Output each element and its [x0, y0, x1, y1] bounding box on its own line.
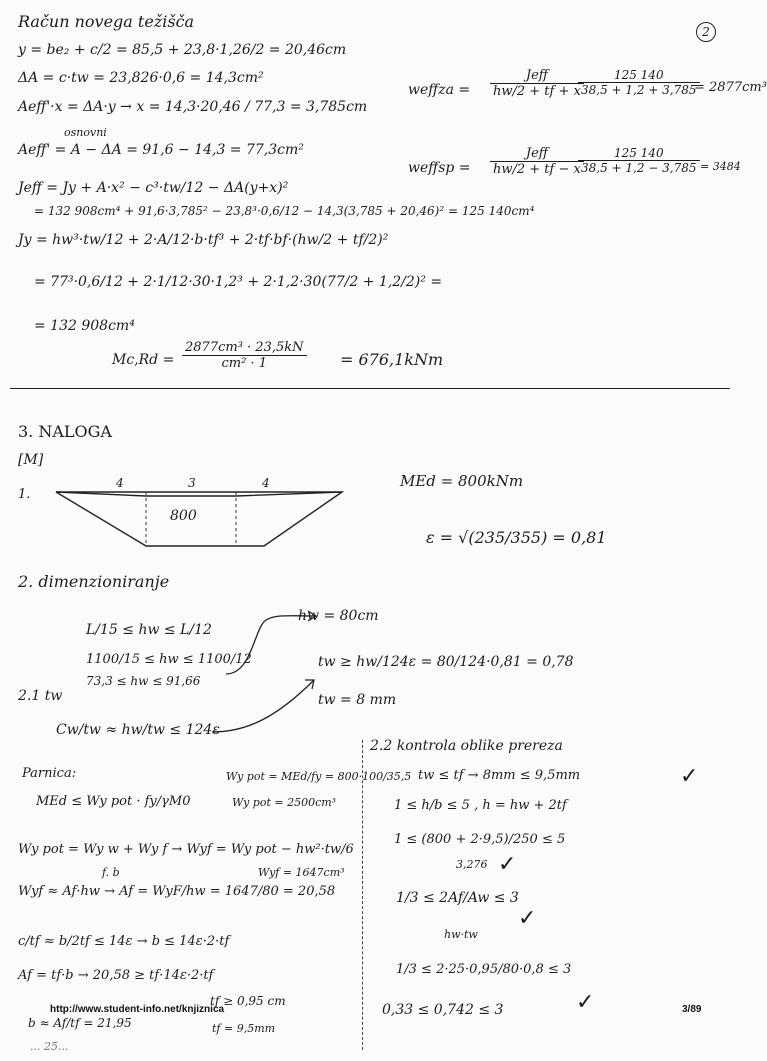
section3-title: 3. NALOGA: [18, 422, 112, 441]
section-title: Račun novega težišča: [18, 12, 195, 31]
weffsp-fraction: [490, 146, 584, 177]
parnica-5b: tf ≥ 0,95 cm: [210, 994, 286, 1008]
ineq-1: L/15 ≤ hw ≤ L/12: [86, 622, 212, 638]
footer-page-number: 3/89: [682, 1004, 702, 1015]
note-osnovni: osnovni: [64, 126, 107, 139]
weffsp-label: weffsp =: [408, 160, 471, 176]
parnica-2c: Wyf = 1647cm³: [258, 866, 345, 879]
step2-title: 2. dimenzioniranje: [18, 572, 170, 591]
weffsp-values-den: 38,5 + 1,2 − 3,785: [581, 161, 697, 175]
parnica-1c: Wy pot = 2500cm³: [232, 796, 337, 809]
slenderness: Cw/tw ≈ hw/tw ≤ 124ε: [56, 722, 220, 738]
parnica-label: Parnica:: [22, 766, 77, 781]
mcrd-fraction: [182, 340, 307, 371]
mcrd-numerator: 2877cm³ · 23,5kN: [182, 340, 307, 356]
line-y: y = be₂ + c/2 = 85,5 + 23,8·1,26/2 = 20,46cm: [18, 42, 347, 58]
check-4b: hw·tw: [444, 928, 478, 941]
moment-value: 800: [170, 508, 197, 524]
line-jy-calc: = 77³·0,6/12 + 2·1/12·30·1,2³ + 2·1,2·30(77/2 + 1,2/2)² =: [34, 274, 443, 290]
mcrd-denominator: cm² · 1: [221, 356, 267, 371]
parnica-3: Wyf ≈ Af·hw → Af = WyF/hw = 1647/80 = 20,58: [18, 884, 336, 899]
mcrd-label: Mc,Rd =: [112, 352, 175, 368]
parnica-2: Wy pot = Wy w + Wy f → Wyf = Wy pot − hw²·tw/6: [18, 842, 354, 857]
checkmark-icon: ✓: [498, 852, 517, 877]
check-3: 1 ≤ (800 + 2·9,5)/250 ≤ 5: [394, 832, 566, 847]
dim-left: 4: [116, 476, 124, 490]
page-number-circle: 2: [696, 22, 716, 42]
check-4: 1/3 ≤ 2Af/Aw ≤ 3: [396, 890, 519, 906]
checkmark-icon: ✓: [576, 990, 595, 1015]
parnica-6: b ≈ Af/tf = 21,95: [28, 1016, 132, 1030]
dim-right: 4: [262, 476, 270, 490]
line-aeff: Aeff' = A − ΔA = 91,6 − 14,3 = 77,3cm²: [18, 142, 304, 158]
ineq-3: 73,3 ≤ hw ≤ 91,66: [86, 674, 201, 688]
beam-diagram: [50, 468, 350, 548]
line-jeff: Jeff = Jy + A·x² − c³·tw/12 − ΔA(y+x)²: [18, 180, 289, 196]
step1-label: 1.: [18, 487, 31, 502]
check-1: tw ≤ tf → 8mm ≤ 9,5mm: [418, 768, 581, 783]
unit-label: [M]: [18, 452, 44, 468]
check-6: 0,33 ≤ 0,742 ≤ 3: [382, 1002, 504, 1018]
line-jeff-calc: = 132 908cm⁴ + 91,6·3,785² − 23,8³·0,6/12 − 14,3(3,785 + 20,46)² = 125 140cm⁴: [34, 204, 535, 218]
tw-choice: tw = 8 mm: [318, 692, 397, 708]
mcrd-result: = 676,1kNm: [340, 350, 444, 369]
weffza-fraction: [490, 68, 584, 99]
hw-choice: hw = 80cm: [298, 608, 379, 624]
weffza-label: weffza =: [408, 82, 471, 98]
arrow-to-tw: [208, 676, 318, 736]
weffsp-result: = 3484: [700, 160, 741, 173]
check-5: 1/3 ≤ 2·25·0,95/80·0,8 ≤ 3: [396, 962, 572, 977]
epsilon-value: ε = √(235/355) = 0,81: [426, 528, 607, 547]
weffsp-values-num: 125 140: [578, 146, 700, 161]
weffza-denominator: hw/2 + tf + x: [493, 84, 581, 99]
weffza-values-num: 125 140: [578, 68, 700, 83]
weffza-values: [578, 68, 700, 97]
column-divider: [362, 740, 363, 1050]
footer-url[interactable]: http://www.student-info.net/knjiznica: [50, 1004, 225, 1015]
checkmark-icon: ✓: [518, 906, 537, 931]
med-value: MEd = 800kNm: [400, 472, 524, 490]
parnica-7: ... 25...: [30, 1040, 69, 1053]
weffza-numerator: Jeff: [490, 68, 584, 84]
step21-title: 2.1 tw: [18, 688, 63, 704]
ineq-2: 1100/15 ≤ hw ≤ 1100/12: [86, 652, 252, 667]
weffsp-values: [578, 146, 700, 175]
line-x: Aeff'·x = ΔA·y → x = 14,3·20,46 / 77,3 = 3,785cm: [18, 99, 368, 115]
weffza-result: = 2877cm³: [694, 80, 767, 95]
line-jy-result: = 132 908cm⁴: [34, 318, 135, 334]
parnica-6b: tf = 9,5mm: [212, 1022, 276, 1035]
moment-diagram: [56, 492, 342, 546]
parnica-1b: Wy pot = MEd/fy = 800·100/35,5: [226, 770, 412, 783]
weffsp-denominator: hw/2 + tf − x: [493, 162, 581, 177]
weffza-values-den: 38,5 + 1,2 + 3,785: [581, 83, 697, 97]
section-divider: [10, 388, 730, 389]
weffsp-numerator: Jeff: [490, 146, 584, 162]
tw-requirement: tw ≥ hw/124ε = 80/124·0,81 = 0,78: [318, 654, 574, 670]
check-2: 1 ≤ h/b ≤ 5 , h = hw + 2tf: [394, 798, 567, 813]
dim-middle: 3: [188, 476, 196, 490]
parnica-5: Af = tf·b → 20,58 ≥ tf·14ε·2·tf: [18, 968, 214, 983]
checkmark-icon: ✓: [680, 764, 699, 789]
check-3b: 3,276: [456, 858, 488, 871]
parnica-1: MEd ≤ Wy pot · fy/γM0: [36, 794, 191, 809]
parnica-2-sub: f. b: [102, 866, 120, 879]
check-title: 2.2 kontrola oblike prereza: [370, 738, 563, 754]
line-jy: Jy = hw³·tw/12 + 2·A/12·b·tf³ + 2·tf·bf·(hw/2 + tf/2)²: [18, 232, 389, 248]
line-delta-a: ΔA = c·tw = 23,826·0,6 = 14,3cm²: [18, 70, 264, 86]
parnica-4: c/tf ≈ b/2tf ≤ 14ε → b ≤ 14ε·2·tf: [18, 934, 230, 949]
